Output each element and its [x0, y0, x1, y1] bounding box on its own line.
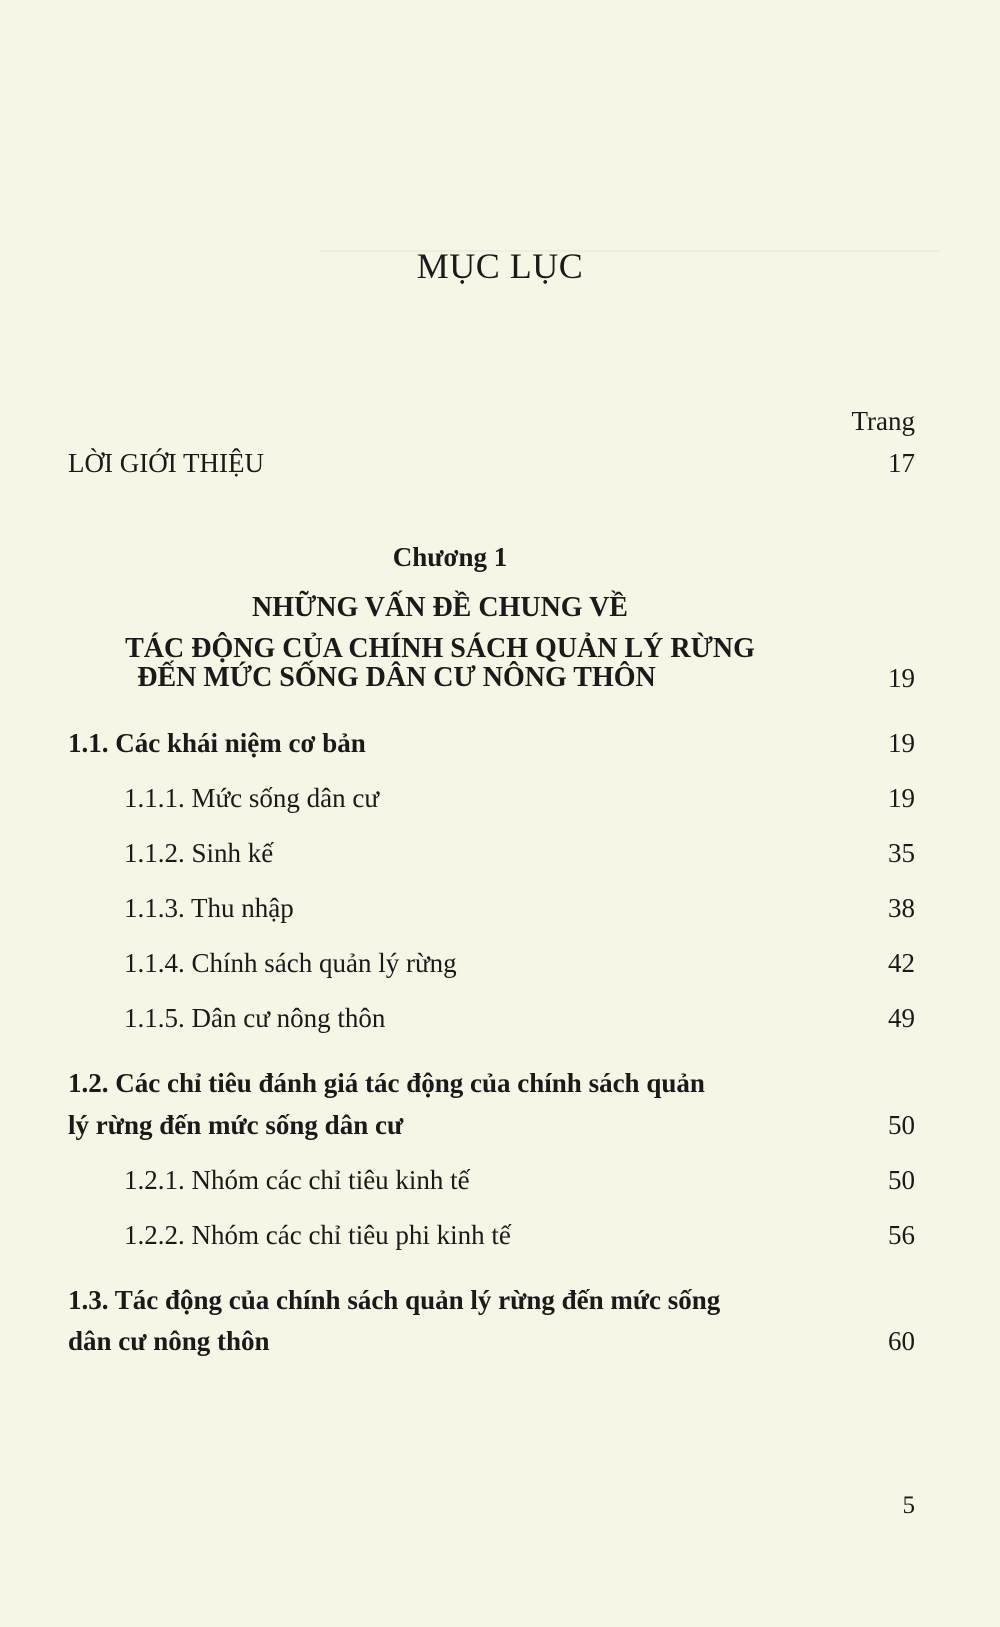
toc-entry-1-2-1 — [124, 1165, 915, 1196]
toc-entry-page: 19 — [888, 783, 915, 813]
toc-entry-label: 1.2.1. Nhóm các chỉ tiêu kinh tế — [124, 1165, 470, 1195]
chapter-title-line-2: TÁC ĐỘNG CỦA CHÍNH SÁCH QUẢN LÝ RỪNG — [125, 633, 755, 664]
toc-entry-label: 1.1.4. Chính sách quản lý rừng — [124, 948, 457, 978]
page-number: 5 — [902, 1492, 915, 1519]
toc-entry-1-1-1 — [124, 783, 915, 814]
toc-entry-label: 1.1.3. Thu nhập — [124, 893, 294, 923]
toc-entry-label: 1.1. Các khái niệm cơ bản — [68, 728, 366, 758]
toc-entry-page: 56 — [888, 1220, 915, 1250]
chapter-title-line-3: ĐẾN MỨC SỐNG DÂN CƯ NÔNG THÔN — [137, 662, 656, 693]
toc-entry-1-1-4 — [124, 948, 915, 979]
toc-entry-label: 1.1.1. Mức sống dân cư — [124, 783, 379, 813]
toc-entry-label: lý rừng đến mức sống dân cư — [68, 1110, 404, 1140]
toc-entry-label: 1.1.5. Dân cư nông thôn — [124, 1003, 386, 1033]
toc-entry-page: 17 — [888, 448, 915, 478]
toc-entry-1-3-line-1 — [68, 1285, 915, 1316]
chapter-label: Chương 1 — [392, 542, 508, 572]
toc-entry-label: LỜI GIỚI THIỆU — [68, 448, 264, 478]
toc-entry-page: 50 — [888, 1165, 915, 1195]
toc-entry-page: 50 — [888, 1110, 915, 1140]
toc-entry-page: 49 — [888, 1003, 915, 1033]
toc-entry-1-1-3 — [124, 893, 915, 924]
toc-entry-intro — [68, 448, 915, 479]
toc-entry-page: 38 — [888, 893, 915, 923]
toc-entry-label: 1.2.2. Nhóm các chỉ tiêu phi kinh tế — [124, 1220, 511, 1250]
toc-entry-1-2-line-1 — [68, 1068, 915, 1099]
toc-entry-label: 1.2. Các chỉ tiêu đánh giá tác động của chính sách quản — [68, 1068, 705, 1098]
page-column-header: Trang — [851, 406, 915, 436]
toc-entry-page: 60 — [888, 1326, 915, 1356]
toc-entry-label: dân cư nông thôn — [68, 1326, 270, 1356]
toc-entry-label: 1.1.2. Sinh kế — [124, 838, 274, 868]
toc-entry-page: 19 — [888, 728, 915, 758]
toc-entry-1-1-2 — [124, 838, 915, 869]
toc-entry-label: 1.3. Tác động của chính sách quản lý rừng đến mức sống — [68, 1285, 721, 1315]
toc-entry-1-2 — [68, 1110, 915, 1141]
toc-entry-chapter-1 — [68, 662, 915, 694]
toc-entry-page: 42 — [888, 948, 915, 978]
toc-entry-1-1 — [68, 728, 915, 759]
bleed-through-text — [320, 60, 940, 252]
toc-entry-1-1-5 — [124, 1003, 915, 1034]
toc-entry-page: 35 — [888, 838, 915, 868]
toc-entry-1-3 — [68, 1326, 915, 1357]
chapter-title-line-1: NHỮNG VẤN ĐỀ CHUNG VỀ — [252, 592, 628, 623]
toc-entry-1-2-2 — [124, 1220, 915, 1251]
page-title: MỤC LỤC — [416, 246, 584, 286]
toc-entry-page: 19 — [888, 663, 915, 693]
